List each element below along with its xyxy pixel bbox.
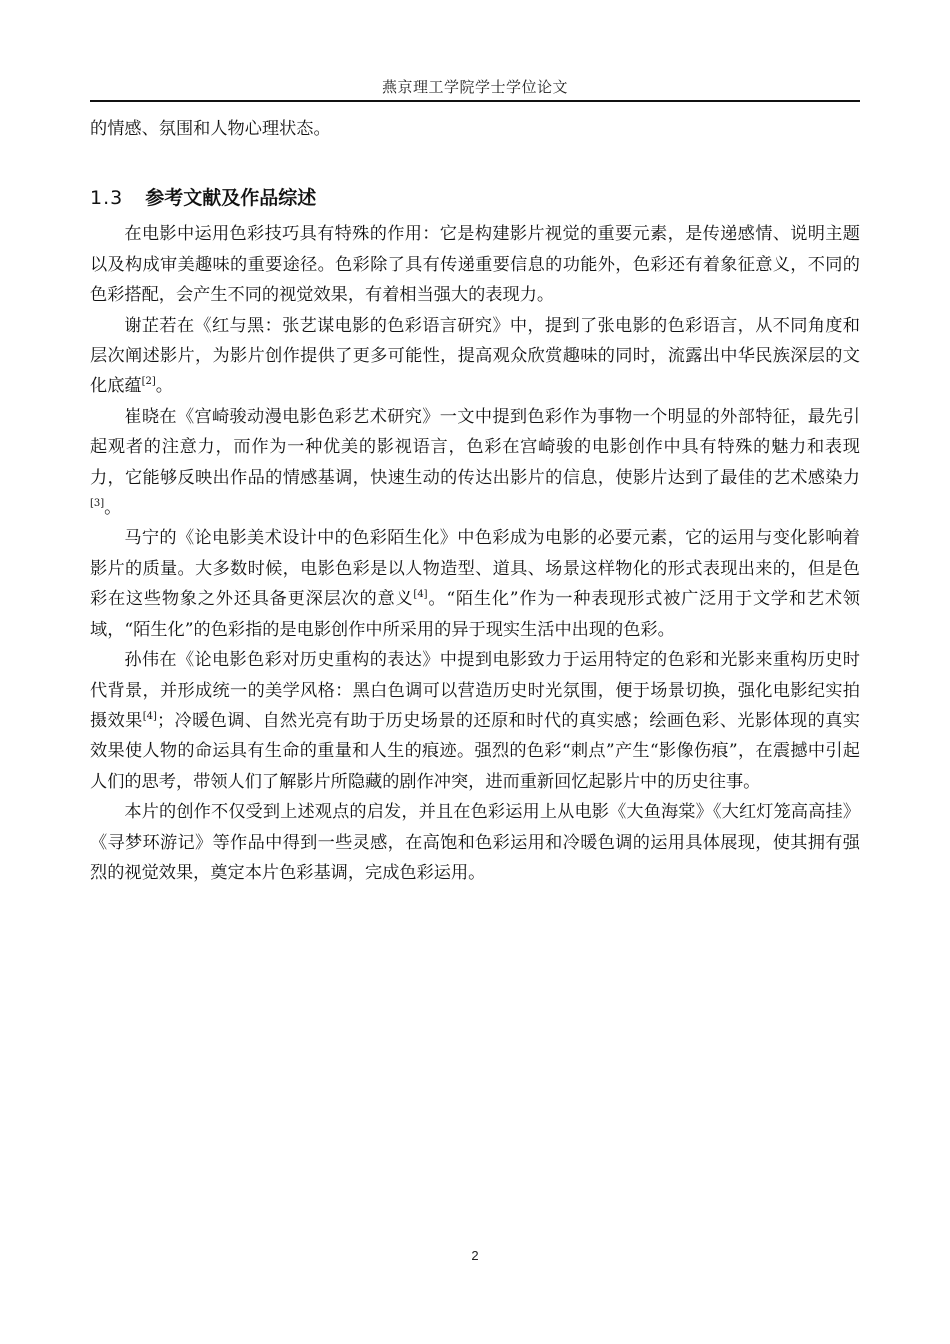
paragraph-2-tail: 。 [155,376,173,397]
page-number: 2 [471,1248,479,1263]
header-rule [90,100,860,102]
paragraph-2-text: 谢芷若在《红与黑：张艺谋电影的色彩语言研究》中，提到了张电影的色彩语言，从不同角度和层次阐述影片，为影片创作提供了更多可能性，提高观众欣赏趣味的同时，流露出中华民族深层的文化底蕴 [90,315,860,397]
paragraph-6 [90,797,860,888]
running-header: 燕京理工学院学士学位论文 [381,78,568,96]
paragraph-6-text: 本片的创作不仅受到上述观点的启发，并且在色彩运用上从电影《大鱼海棠》《大红灯笼高高挂》《寻梦环游记》等作品中得到一些灵感，在高饱和色彩运用和冷暖色调的运用具体展现，使其拥有强烈的视觉效果，奠定本片色彩基调，完成色彩运用。 [90,802,860,883]
section-heading [90,183,860,213]
paragraph-3-text: 崔晓在《宫崎骏动漫电影色彩艺术研究》一文中提到色彩作为事物一个明显的外部特征，最先引起观者的注意力，而作为一种优美的影视语言，色彩在宫崎骏的电影创作中具有特殊的魅力和表现力，它能够反映出作品的情感基调，快速生动的传达出影片的信息，使影片达到了最佳的艺术感染力 [90,406,860,488]
paragraph-1 [90,219,860,310]
paragraph-4-text: 马宁的《论电影美术设计中的色彩陌生化》中色彩成为电影的必要元素，它的运用与变化影响着影片的质量。大多数时候，电影色彩是以人物造型、道具、场景这样物化的形式表现出来的，但是色彩在这些物象之外还具备更深层次的意义 [90,528,860,610]
paragraph-1-text: 在电影中运用色彩技巧具有特殊的作用：它是构建影片视觉的重要元素，是传递感情、说明主题以及构成审美趣味的重要途径。色彩除了具有传递重要信息的功能外，色彩还有着象征意义，不同的色彩搭配，会产生不同的视觉效果，有着相当强大的表现力。 [90,224,860,306]
paragraph-5-text: 孙伟在《论电影色彩对历史重构的表达》中提到电影致力于运用特定的色彩和光影来重构历史时代背景，并形成统一的美学风格：黑白色调可以营造历史时光氛围，便于场景切换，强化电影纪实拍摄效果 [90,650,860,731]
citation-5: [4] [142,710,157,722]
citation-2: [2] [141,376,156,388]
page-body [90,114,860,888]
citation-4: [4] [413,589,428,601]
paragraph-2 [90,311,860,402]
paragraph-4 [90,523,860,645]
paragraph-5 [90,645,860,797]
section-number: 1.3 [90,187,124,210]
citation-3: [3] [90,498,105,510]
continuation-text: 的情感、氛围和人物心理状态。 [90,119,331,139]
continuation-paragraph [90,114,860,144]
section-title: 参考文献及作品综述 [145,187,317,210]
paragraph-4-tail: 。“陌生化”作为一种表现形式被广泛用于文学和艺术领域，“陌生化”的色彩指的是电影创作中所采用的异于现实生活中出现的色彩。 [90,589,860,640]
paragraph-3 [90,402,860,524]
paragraph-3-tail: 。 [104,498,122,519]
paragraph-5-tail: ；冷暖色调、自然光亮有助于历史场景的还原和时代的真实感；绘画色彩、光影体现的真实效果使人物的命运具有生命的重量和人生的痕迹。强烈的色彩“刺点”产生“影像伤痕”，在震撼中引起人们的思考，带领人们了解影片所隐藏的剧作冲突，进而重新回忆起影片中的历史往事。 [90,710,860,792]
